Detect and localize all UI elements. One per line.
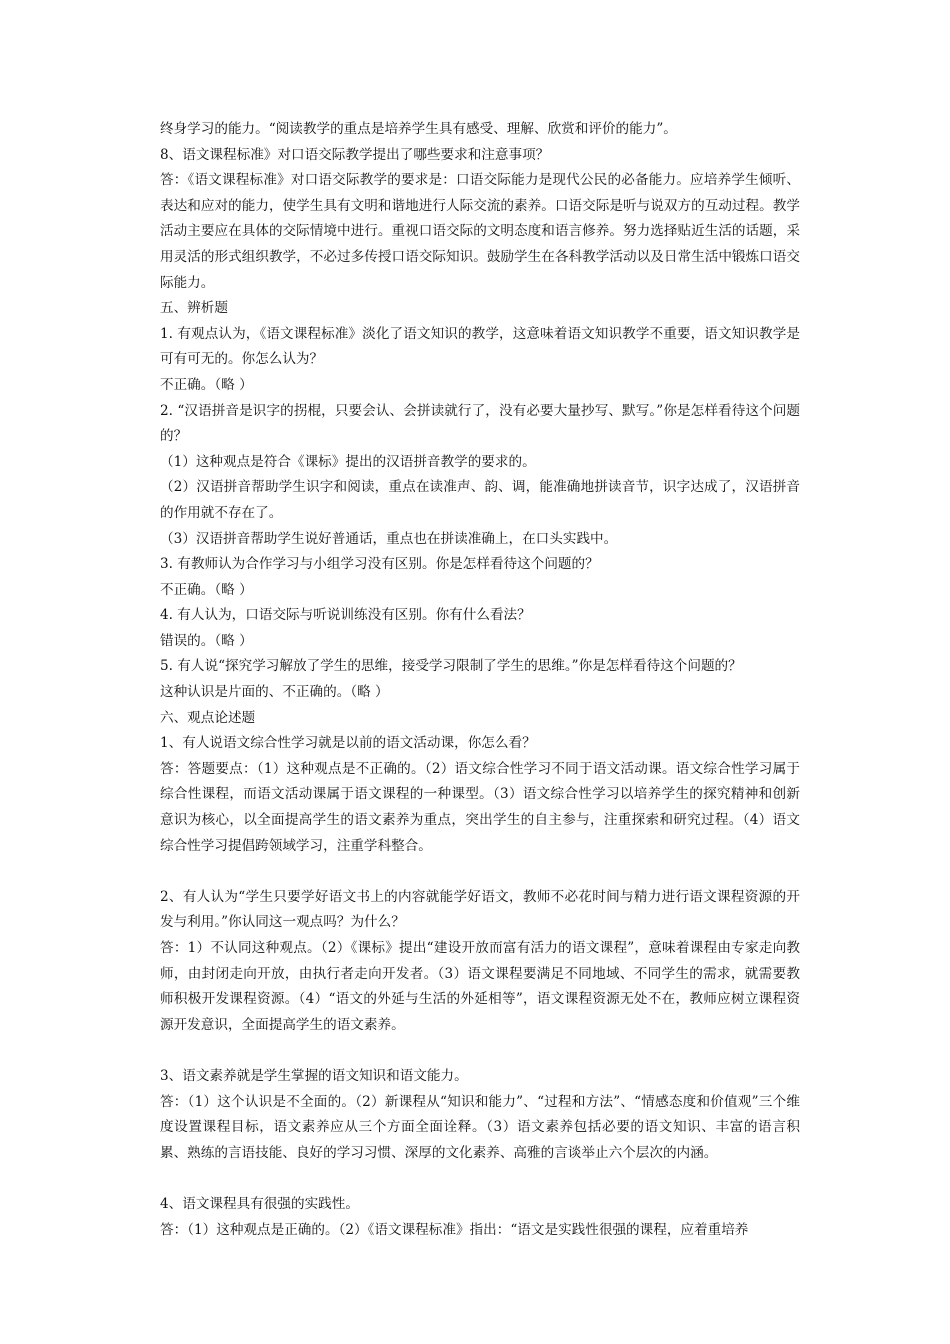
analysis-answer-2-point-3: （3）汉语拼音帮助学生说好普通话，重点也在拼读准确上，在口头实践中。 <box>160 530 618 547</box>
analysis-question-3: 3. 有教师认为合作学习与小组学习没有区别。你是怎样看待这个问题的？ <box>160 556 599 573</box>
section-heading-5: 五、辨析题 <box>160 300 228 317</box>
blank-line <box>160 1038 800 1064</box>
analysis-answer-4: 错误的。（略 ） <box>160 632 253 649</box>
analysis-answer-2-point-2: （2）汉语拼音帮助学生识字和阅读，重点在读准声、韵、调，能准确地拼读音节，识字达成了，汉语拼音的作用就不存在了。 <box>160 479 800 521</box>
section-heading-6: 六、观点论述题 <box>160 709 256 726</box>
essay-question-3: 3、语文素养就是学生掌握的语文知识和语文能力。 <box>160 1067 468 1084</box>
essay-question-2: 2、有人认为“学生只要学好语文书上的内容就能学好语文，教师不必花时间与精力进行语文课程资源的开发与利用。”你认同这一观点吗？为什么？ <box>160 888 800 931</box>
answer-8: 答：《语文课程标准》对口语交际教学的要求是：口语交际能力是现代公民的必备能力。应培养学生倾听、表达和应对的能力，使学生具有文明和谐地进行人际交流的素养。口语交际是听与说双方的互动过程。教学活动主要应在具体的交际情境中进行。重视口语交际的文明态度和语言修养。努力选择贴近生活的话题，采用灵活的形式组织教学，不必过多传授口语交际知识。鼓励学生在各科教学活动以及日常生活中锻炼口语交际能力。 <box>160 172 800 291</box>
analysis-question-2: 2. “汉语拼音是识字的拐棍，只要会认、会拼读就行了，没有必要大量抄写、默写。”你是怎样看待这个问题的？ <box>160 402 800 445</box>
analysis-question-1: 1. 有观点认为，《语文课程标准》淡化了语文知识的教学，这意味着语文知识教学不重要，语文知识教学是可有可无的。你怎么认为？ <box>160 325 800 368</box>
essay-answer-3: 答：（1）这个认识是不全面的。（2）新课程从“知识和能力”、“过程和方法”、“情感态度和价值观”三个维度设置课程目标，语文素养应从三个方面全面诠释。（3）语文素养包括必要的语文知识、丰富的语言积累、熟练的言语技能、良好的学习习惯、深厚的文化素养、高雅的言谈举止六个层次的内涵。 <box>160 1093 800 1161</box>
analysis-question-5: 5. 有人说“探究学习解放了学生的思维，接受学习限制了学生的思维。”你是怎样看待这个问题的？ <box>160 658 742 675</box>
document-body <box>160 117 800 1243</box>
paragraph-continuation: 终身学习的能力。“阅读教学的重点是培养学生具有感受、理解、欣赏和评价的能力”。 <box>160 121 677 137</box>
analysis-answer-3: 不正确。（略 ） <box>160 581 253 598</box>
blank-line <box>160 1166 800 1192</box>
essay-question-1: 1、有人说语文综合性学习就是以前的语文活动课，你怎么看？ <box>160 735 536 752</box>
essay-question-4: 4、语文课程具有很强的实践性。 <box>160 1195 359 1212</box>
question-8: 8、语文课程标准》对口语交际教学提出了哪些要求和注意事项？ <box>160 146 550 163</box>
blank-line <box>160 859 800 885</box>
essay-answer-1: 答：答题要点：（1）这种观点是不正确的。（2）语文综合性学习不同于语文活动课。语文综合性学习属于综合性课程，而语文活动课属于语文课程的一种课型。（3）语文综合性学习以培养学生的探究精神和创新意识为核心，以全面提高学生的语文素养为重点，突出学生的自主参与，注重探索和研究过程。（4）语文综合性学习提倡跨领域学习，注重学科整合。 <box>160 760 800 854</box>
analysis-answer-2-point-1: （1）这种观点是符合《课标》提出的汉语拼音教学的要求的。 <box>160 453 536 470</box>
analysis-question-4: 4. 有人认为，口语交际与听说训练没有区别。你有什么看法？ <box>160 607 531 624</box>
analysis-answer-1: 不正确。（略 ） <box>160 376 253 393</box>
analysis-answer-5: 这种认识是片面的、不正确的。（略 ） <box>160 684 389 701</box>
essay-answer-4: 答：（1）这种观点是正确的。（2）《语文课程标准》指出：“语文是实践性很强的课程，应着重培养 <box>160 1221 749 1238</box>
essay-answer-2: 答：1）不认同这种观点。（2）《课标》提出“建设开放而富有活力的语文课程”，意味着课程由专家走向教师，由封闭走向开放，由执行者走向开发者。（3）语文课程要满足不同地域、不同学生的需求，就需要教师积极开发课程资源。（4）“语文的外延与生活的外延相等”，语文课程资源无处不在，教师应树立课程资源开发意识，全面提高学生的语文素养。 <box>160 940 800 1033</box>
